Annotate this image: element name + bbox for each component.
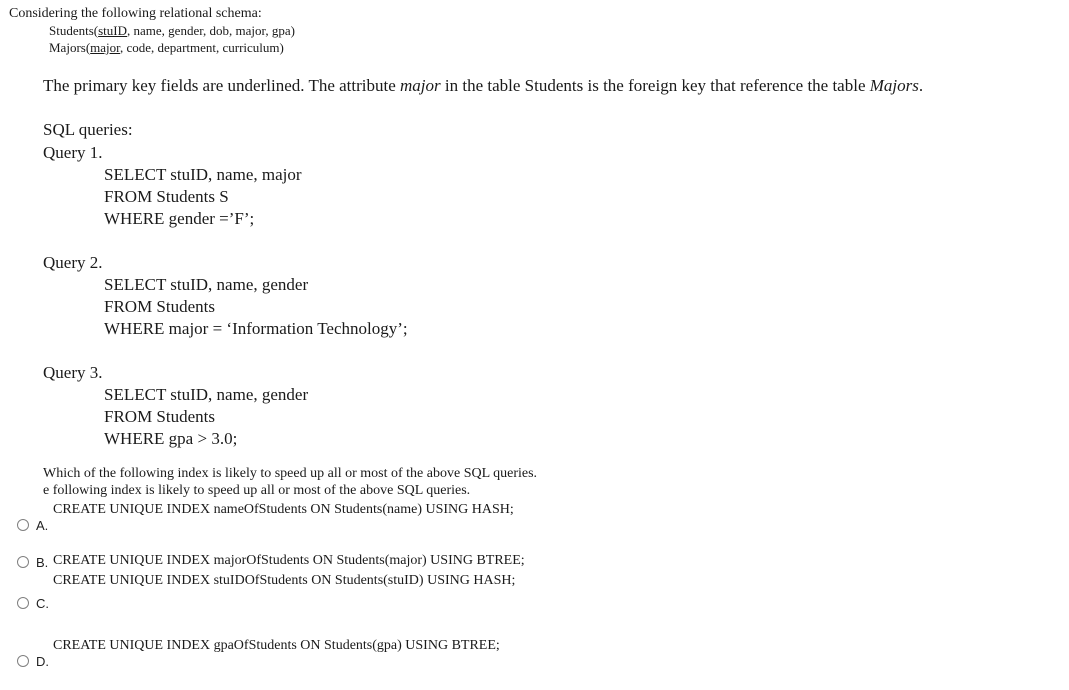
query-3-line-1: SELECT stuID, name, gender (104, 385, 309, 404)
option-a-letter: A. (36, 518, 49, 533)
schema-majors-rest: , code, department, curriculum) (119, 40, 284, 55)
query-1-line-2: FROM Students S (104, 187, 229, 206)
option-d-text: CREATE UNIQUE INDEX gpaOfStudents ON Students(gpa) USING BTREE; (53, 638, 500, 653)
option-c-radio[interactable] (17, 597, 29, 609)
option-d-letter: D. (36, 654, 49, 669)
query-1-label: Query 1. (43, 143, 103, 162)
option-d-radio[interactable] (17, 655, 29, 667)
note-part-3: . (918, 76, 924, 95)
schema-students-rest: , name, gender, dob, major, gpa) (127, 23, 295, 38)
note-emphasis-major: major (400, 76, 441, 95)
schema-students-name: Students( (49, 23, 99, 38)
query-2-label: Query 2. (43, 253, 103, 272)
schema-majors-name: Majors( (49, 40, 91, 55)
sql-heading: SQL queries: (43, 120, 133, 139)
query-2-line-1: SELECT stuID, name, gender (104, 275, 309, 294)
option-a-radio[interactable] (17, 519, 29, 531)
schema-majors-key: major (90, 40, 120, 55)
option-c-text: CREATE UNIQUE INDEX stuIDOfStudents ON Students(stuID) USING HASH; (53, 573, 516, 588)
query-2-line-3: WHERE major = ‘Information Technology’; (104, 319, 408, 338)
option-a-text: CREATE UNIQUE INDEX nameOfStudents ON Students(name) USING HASH; (53, 502, 514, 517)
query-1-line-1: SELECT stuID, name, major (104, 165, 302, 184)
query-1-line-3: WHERE gender =’F’; (104, 209, 255, 228)
option-b-letter: B. (36, 555, 49, 570)
schema-students-key: stuID (98, 23, 128, 38)
schema-majors (49, 40, 284, 56)
note-emphasis-majors: Majors (869, 76, 919, 95)
option-b-radio[interactable] (17, 556, 29, 568)
note-part-1: The primary key fields are underlined. The attribute (43, 76, 401, 95)
note-paragraph (43, 76, 923, 96)
question-line-1: Which of the following index is likely to speed up all or most of the above SQL queries. (43, 466, 538, 481)
query-2-line-2: FROM Students (104, 297, 215, 316)
question-line-2: e following index is likely to speed up all or most of the above SQL queries. (43, 483, 471, 498)
intro-text: Considering the following relational schema: (9, 6, 262, 21)
schema-students (49, 23, 295, 39)
option-b-text: CREATE UNIQUE INDEX majorOfStudents ON Students(major) USING BTREE; (53, 553, 525, 568)
note-part-2: in the table Students is the foreign key that reference the table (440, 76, 870, 95)
option-c-letter: C. (36, 596, 49, 611)
query-3-label: Query 3. (43, 363, 103, 382)
query-3-line-3: WHERE gpa > 3.0; (104, 429, 238, 448)
query-3-line-2: FROM Students (104, 407, 215, 426)
